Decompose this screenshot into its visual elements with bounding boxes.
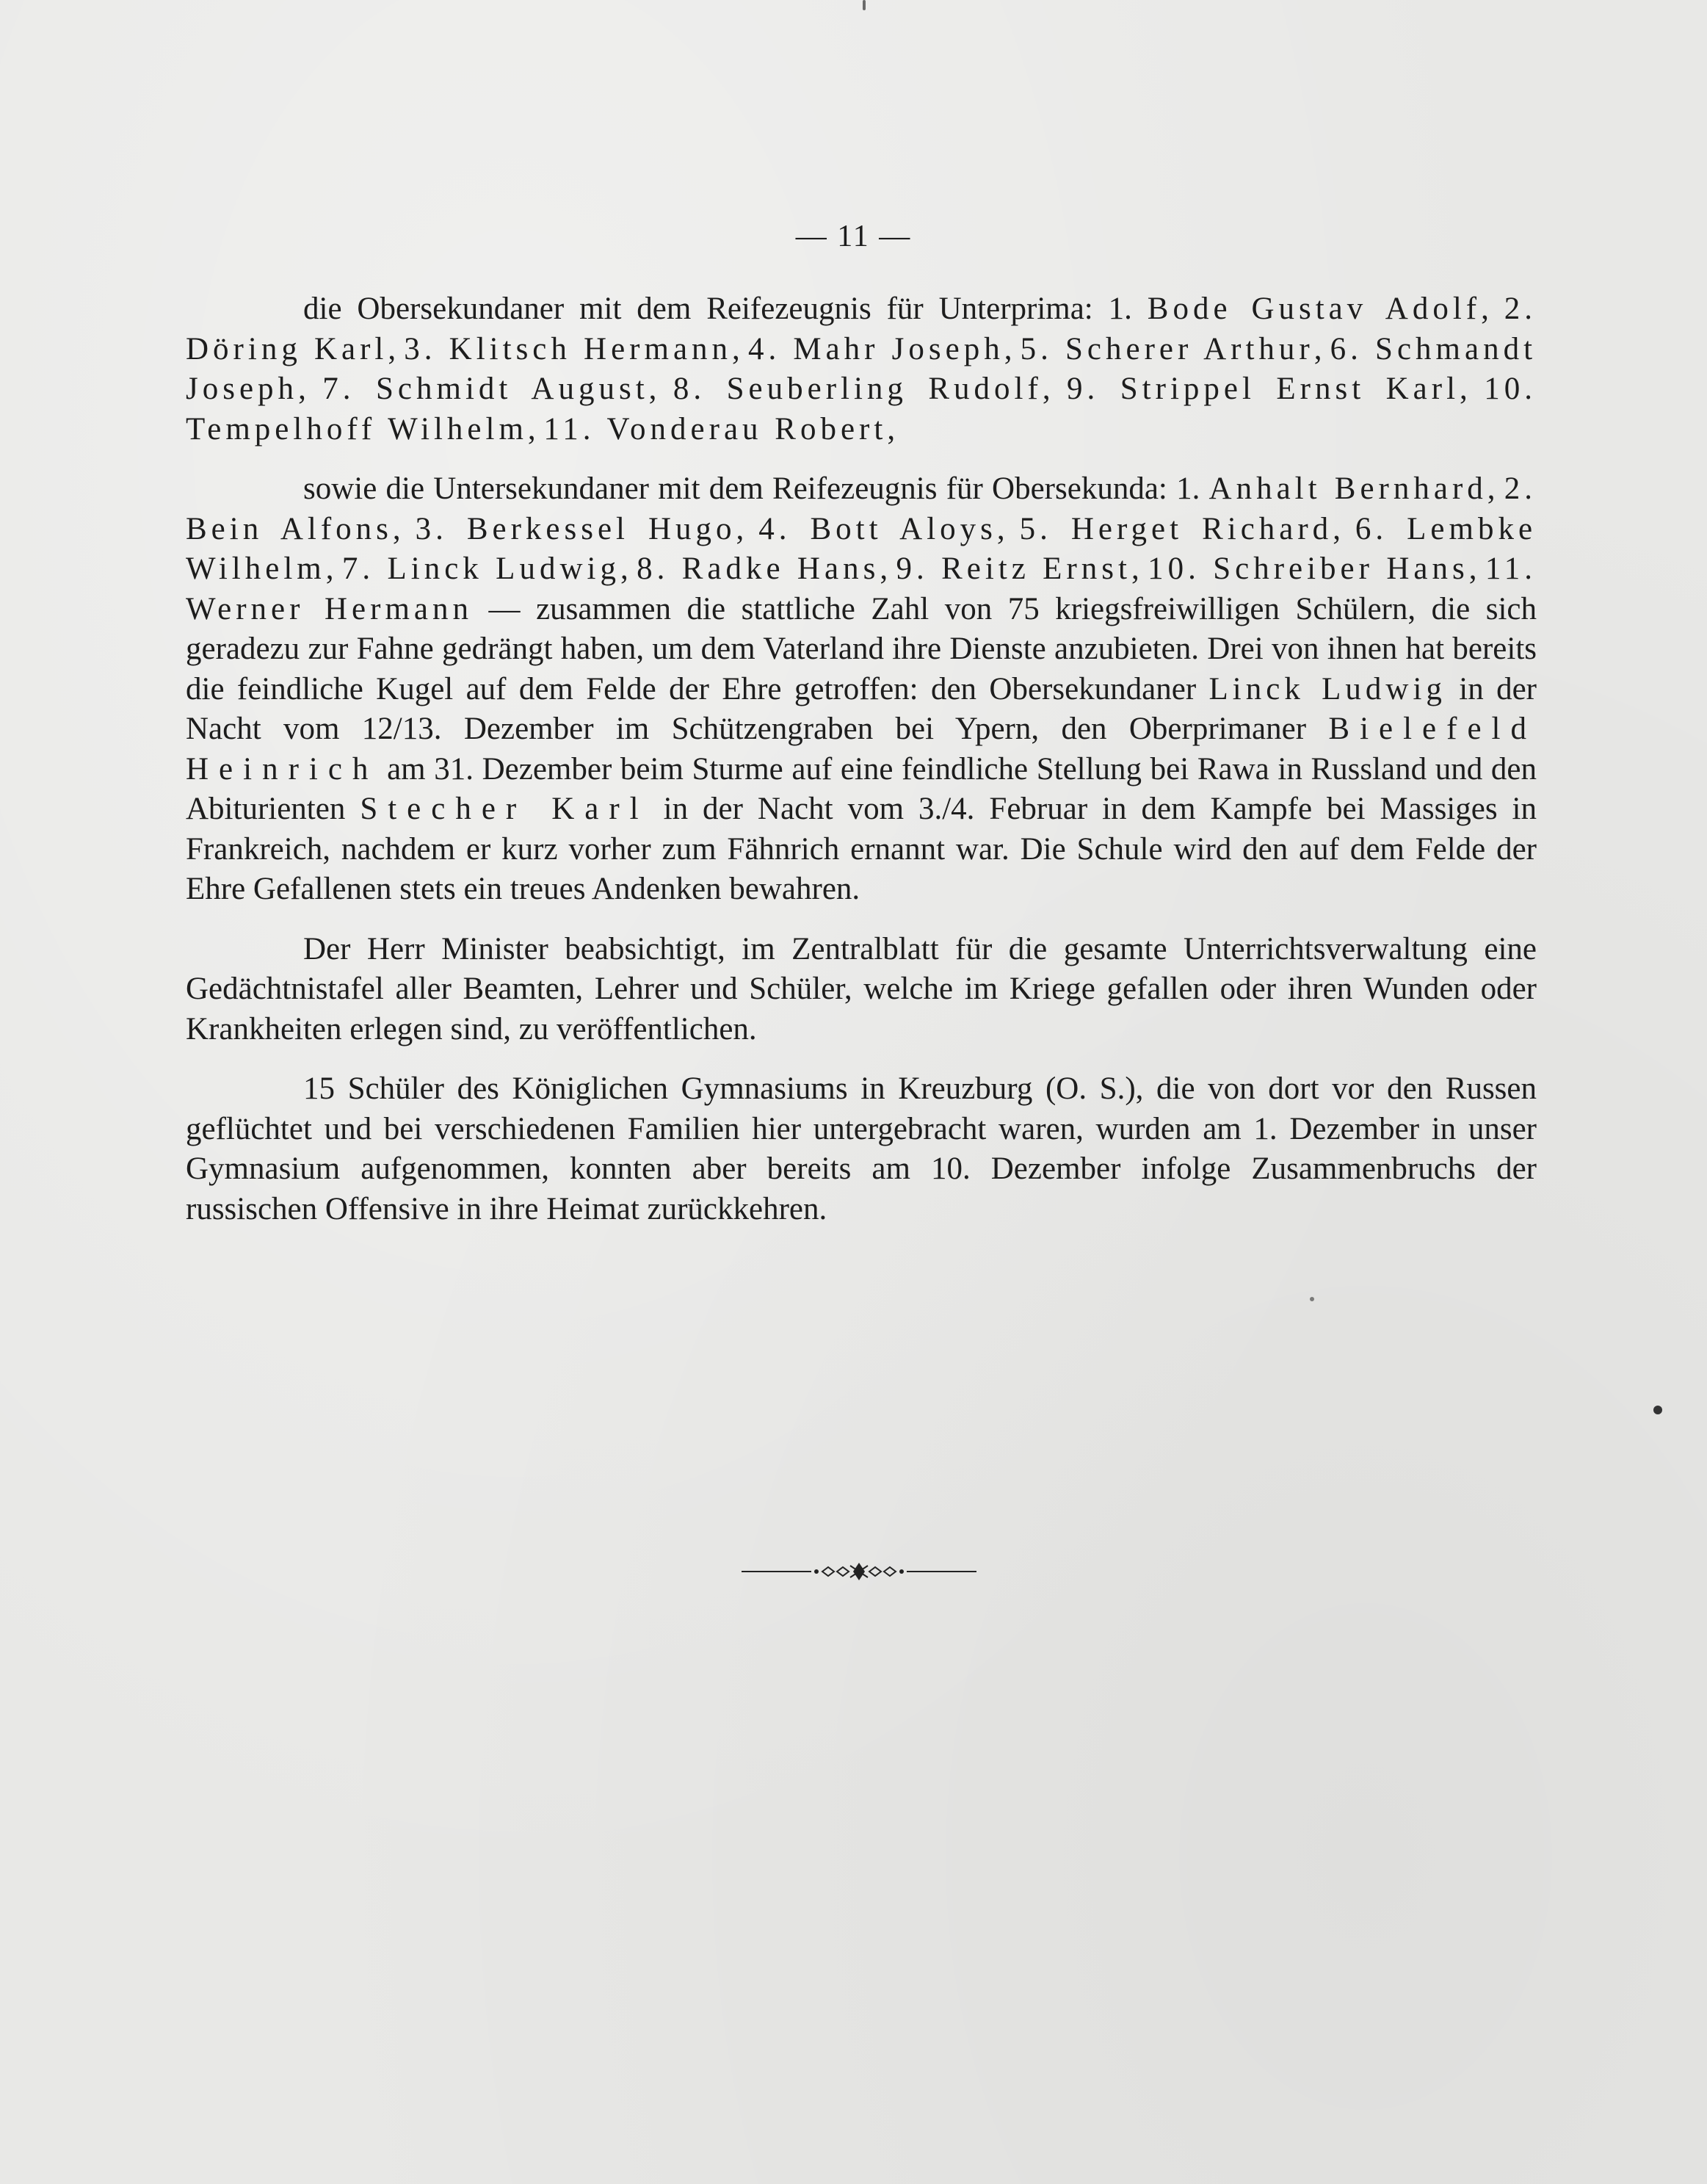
student-name: 9. Reitz Ernst bbox=[896, 552, 1131, 586]
paper-speck bbox=[1653, 1406, 1662, 1414]
paragraph-minister: Der Herr Minister beabsichtigt, im Zentralblatt für die gesamte Unterrichtsverwaltung eine Gedächtnistafel aller Beamten, Lehrer und Schüler, welche im Kriege gefallen oder ihren Wunden oder Krankheiten erlegen sind, zu veröffentlichen. bbox=[186, 931, 1537, 1046]
body-text bbox=[186, 289, 1537, 1229]
paragraph-untersekundaner: sowie die Untersekundaner mit dem Reifezeugnis für Obersekunda: 1. Anhalt Bernhard, 2. Bein Alfons, 3. Berkessel Hugo, 4. Bott Aloys, 5. Herget Richard, 6. Lembke Wilhelm, 7. Linck Ludwig, 8. Radke Hans, 9. Reitz Ernst, 10. Schreiber Hans, 11. Werner Hermann — zusammen die stattliche Zahl von 75 kriegsfreiwilligen Schülern, die sich geradezu zur Fahne gedrängt haben, um dem Vaterland ihre Dienste anzubieten. Drei von ihnen hat bereits die feindliche Kugel auf dem Felde der Ehre getroffen: den Obersekundaner Linck Ludwig in der Nacht vom 12/13. Dezember im Schützengraben bei Ypern, den Oberprimaner Bielefeld Heinrich am 31. Dezember beim Sturme auf eine feindliche Stellung bei Rawa in Russland und den Abiturienten Stecher Karl in der Nacht vom 3./4. Februar in dem Kampfe bei Massiges in Frankreich, nachdem er kurz vorher zum Fähnrich ernannt war. Die Schule wird den auf dem Felde der Ehre Gefallenen stets ein treues Andenken bewahren. bbox=[186, 471, 1537, 906]
student-name: 3. Berkessel Hugo bbox=[415, 511, 736, 546]
student-name: Anhalt Bernhard bbox=[1208, 471, 1487, 506]
student-name: 6. Schmandt Joseph bbox=[186, 331, 1537, 406]
paragraph-kreuzburg: 15 Schüler des Königlichen Gymnasiums in Kreuzburg (O. S.), die von dort vor den Russen geflüchtet und bei verschiedenen Familien hier untergebracht waren, wurden am 1. Dezember in unser Gymnasium aufgenommen, konnten aber bereits am 10. Dezember infolge Zusammenbruchs der russischen Offensive in ihre Heimat zurückkehren. bbox=[186, 1071, 1537, 1226]
paper-speck bbox=[1310, 1297, 1314, 1301]
paper-speck bbox=[863, 0, 866, 10]
student-name: 11. Werner Hermann bbox=[186, 552, 1537, 626]
student-name: 7. Schmidt August bbox=[322, 372, 649, 406]
student-name: 4. Bott Aloys bbox=[758, 511, 997, 546]
paragraph2-text-a: — zusammen die stattliche Zahl von 75 kriegsfreiwilligen Schülern, die sich geradezu zur Fahne gedrängt haben, um dem Vaterland ihre Dienste anzubieten. Drei von ihnen hat bereits die feindliche Kugel auf dem Felde der Ehre getroffen: den Obersekundaner bbox=[186, 591, 1537, 706]
student-name: 9. Strippel Ernst Karl bbox=[1067, 372, 1460, 406]
student-name: 8. Radke Hans bbox=[637, 552, 880, 586]
student-name: 5. Herget Richard bbox=[1019, 511, 1333, 546]
student-name: 6. Lembke Wilhelm bbox=[186, 511, 1537, 586]
fallen-student-name: Bielefeld Heinrich bbox=[186, 712, 1537, 787]
student-name: Bode Gustav Adolf bbox=[1147, 292, 1482, 326]
fallen-student-name: Linck Ludwig bbox=[1208, 671, 1446, 706]
fallen-student-name: Stecher Karl bbox=[360, 792, 649, 826]
student-name: 3. Klitsch Hermann bbox=[404, 331, 733, 366]
student-name: 7. Linck Ludwig bbox=[341, 552, 620, 586]
paragraph2-text-c: am 31. Dezember beim Sturme auf eine feindliche Stellung bei Rawa in Russland und den Abiturienten bbox=[186, 751, 1537, 826]
student-name: 11. Vonderau Robert bbox=[543, 411, 888, 446]
paragraph1-intro: die Obersekundaner mit dem Reifezeugnis für Unterprima: 1. bbox=[303, 292, 1148, 326]
paragraph2-text-b: in der Nacht vom 12/13. Dezember im Schützengraben bei Ypern, den Oberprimaner bbox=[186, 671, 1537, 746]
paragraph2-intro: sowie die Untersekundaner mit dem Reifezeugnis für Obersekunda: 1. bbox=[303, 471, 1209, 506]
student-name: 10. Schreiber Hans bbox=[1148, 552, 1469, 586]
paragraph-obersekundaner: die Obersekundaner mit dem Reifezeugnis für Unterprima: 1. Bode Gustav Adolf, 2. Döring Karl, 3. Klitsch Hermann, 4. Mahr Joseph, 5. Scherer Arthur, 6. Schmandt Joseph, 7. Schmidt August, 8. Seuberling Rudolf, 9. Strippel Ernst Karl, 10. Tempelhoff Wilhelm, 11. Vonderau Robert, bbox=[186, 292, 1537, 446]
student-name: 4. Mahr Joseph bbox=[747, 331, 1004, 366]
paragraph2-text-d: in der Nacht vom 3./4. Februar in dem Kampfe bei Massiges in Frankreich, nachdem er kurz vorher zum Fähnrich ernannt war. Die Schule wird den auf dem Felde der Ehre Gefallenen stets ein treues Andenken bewahren. bbox=[186, 792, 1537, 906]
ornamental-divider-icon bbox=[742, 1557, 976, 1586]
page-number: — 11 — bbox=[795, 220, 912, 253]
student-name: 2. Döring Karl bbox=[186, 292, 1537, 366]
student-name: 10. Tempelhoff Wilhelm bbox=[186, 372, 1537, 446]
student-name: 8. Seuberling Rudolf bbox=[673, 372, 1043, 406]
student-name: 2. Bein Alfons bbox=[186, 471, 1537, 546]
student-name: 5. Scherer Arthur bbox=[1020, 331, 1314, 366]
